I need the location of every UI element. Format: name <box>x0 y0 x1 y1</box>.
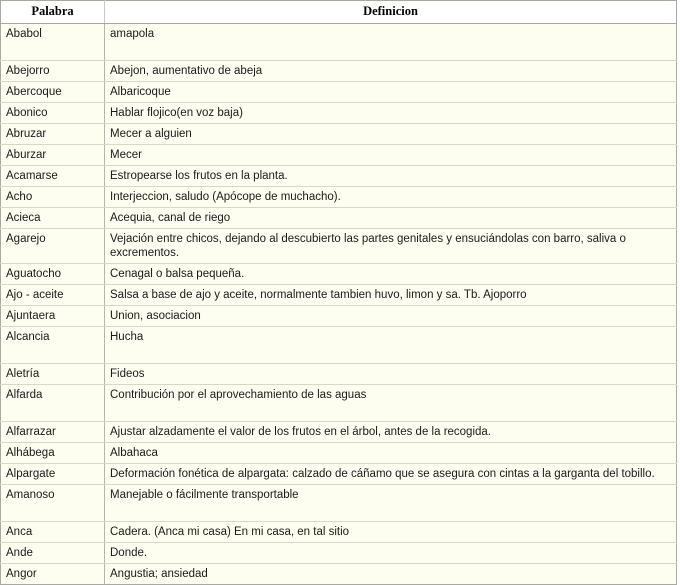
table-row <box>1 485 677 522</box>
cell-definicion: Albahaca <box>105 443 677 464</box>
cell-palabra: Aburzar <box>1 145 105 166</box>
table-row <box>1 229 677 264</box>
table-body <box>1 24 677 585</box>
cell-palabra: Acho <box>1 187 105 208</box>
cell-palabra: Abonico <box>1 103 105 124</box>
cell-definicion: amapola <box>105 24 677 61</box>
cell-definicion: Abejon, aumentativo de abeja <box>105 61 677 82</box>
cell-palabra: Anca <box>1 522 105 543</box>
cell-definicion: Union, asociacion <box>105 306 677 327</box>
cell-palabra: Abruzar <box>1 124 105 145</box>
table-row <box>1 166 677 187</box>
cell-palabra: Agarejo <box>1 229 105 264</box>
cell-definicion: Mecer <box>105 145 677 166</box>
cell-palabra: Acamarse <box>1 166 105 187</box>
cell-definicion: Hablar flojico(en voz baja) <box>105 103 677 124</box>
cell-palabra: Ajo - aceite <box>1 285 105 306</box>
cell-definicion: Salsa a base de ajo y aceite, normalmente tambien huvo, limon y sa. Tb. Ajoporro <box>105 285 677 306</box>
table-row <box>1 145 677 166</box>
cell-palabra: Ande <box>1 543 105 564</box>
column-header-definicion: Definicion <box>105 1 677 24</box>
table-row <box>1 103 677 124</box>
cell-definicion: Vejación entre chicos, dejando al descubierto las partes genitales y ensuciándolas con barro, saliva o excrementos. <box>105 229 677 264</box>
table-header <box>1 1 677 24</box>
cell-definicion: Interjeccion, saludo (Apócope de muchacho). <box>105 187 677 208</box>
cell-palabra: Acieca <box>1 208 105 229</box>
table-row <box>1 443 677 464</box>
cell-palabra: Ajuntaera <box>1 306 105 327</box>
cell-palabra: Aguatocho <box>1 264 105 285</box>
cell-palabra: Abercoque <box>1 82 105 103</box>
cell-palabra: Abejorro <box>1 61 105 82</box>
table-row <box>1 61 677 82</box>
table-row <box>1 82 677 103</box>
cell-definicion: Manejable o fácilmente transportable <box>105 485 677 522</box>
table-row <box>1 464 677 485</box>
table-row <box>1 522 677 543</box>
cell-definicion: Contribución por el aprovechamiento de las aguas <box>105 385 677 422</box>
table-row <box>1 327 677 364</box>
cell-definicion: Hucha <box>105 327 677 364</box>
table-row <box>1 364 677 385</box>
cell-palabra: Ababol <box>1 24 105 61</box>
cell-palabra: Alfarrazar <box>1 422 105 443</box>
table-row <box>1 564 677 585</box>
cell-definicion: Cenagal o balsa pequeña. <box>105 264 677 285</box>
cell-palabra: Amanoso <box>1 485 105 522</box>
column-header-palabra: Palabra <box>1 1 105 24</box>
cell-definicion: Angustia; ansiedad <box>105 564 677 585</box>
cell-definicion: Acequia, canal de riego <box>105 208 677 229</box>
cell-definicion: Albaricoque <box>105 82 677 103</box>
cell-palabra: Alhábega <box>1 443 105 464</box>
cell-palabra: Alcancia <box>1 327 105 364</box>
cell-definicion: Mecer a alguien <box>105 124 677 145</box>
cell-palabra: Alpargate <box>1 464 105 485</box>
table-row <box>1 543 677 564</box>
table-row <box>1 264 677 285</box>
header-row <box>1 1 677 24</box>
cell-definicion: Donde. <box>105 543 677 564</box>
table-row <box>1 124 677 145</box>
table-row <box>1 187 677 208</box>
table-row <box>1 24 677 61</box>
cell-palabra: Alfarda <box>1 385 105 422</box>
table-row <box>1 385 677 422</box>
cell-definicion: Deformación fonética de alpargata: calzado de cáñamo que se asegura con cintas a la garganta del tobillo. <box>105 464 677 485</box>
table-row <box>1 208 677 229</box>
table-row <box>1 285 677 306</box>
table-row <box>1 422 677 443</box>
cell-definicion: Cadera. (Anca mi casa) En mi casa, en tal sitio <box>105 522 677 543</box>
table-row <box>1 306 677 327</box>
cell-definicion: Ajustar alzadamente el valor de los frutos en el árbol, antes de la recogida. <box>105 422 677 443</box>
cell-palabra: Aletría <box>1 364 105 385</box>
cell-palabra: Angor <box>1 564 105 585</box>
cell-definicion: Estropearse los frutos en la planta. <box>105 166 677 187</box>
cell-definicion: Fideos <box>105 364 677 385</box>
